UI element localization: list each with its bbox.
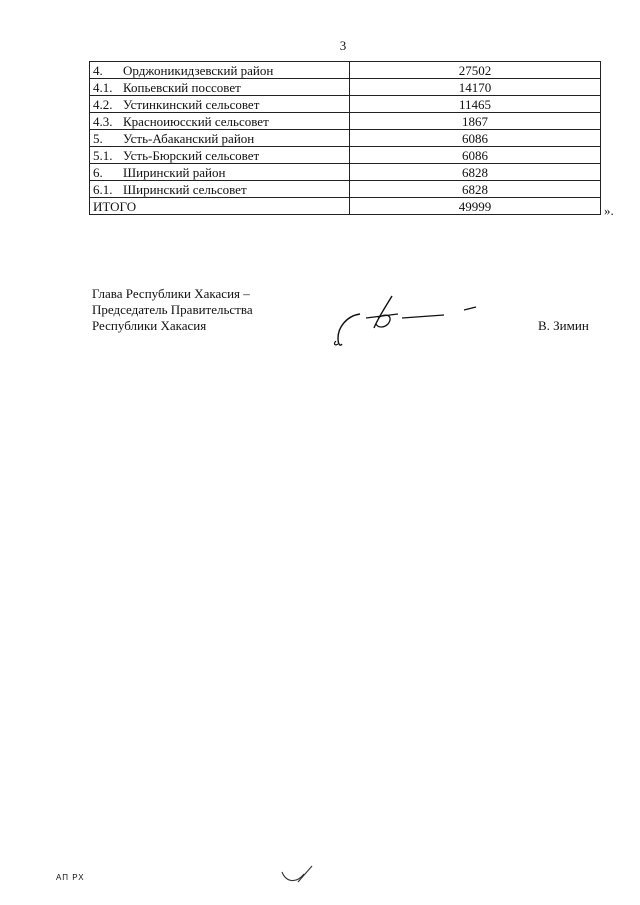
value-cell: 11465	[350, 96, 601, 113]
value-cell: 14170	[350, 79, 601, 96]
name-cell	[90, 113, 350, 130]
row-number: 4.	[93, 62, 103, 78]
value-cell: 6086	[350, 130, 601, 147]
page-number: 3	[339, 38, 347, 53]
name-cell	[90, 79, 350, 96]
name-cell	[90, 96, 350, 113]
name-cell	[90, 181, 350, 198]
name-cell	[90, 62, 350, 79]
row-name: Усть-Абаканский район	[123, 130, 255, 146]
handwritten-initials	[278, 860, 318, 888]
handwritten-signature	[328, 294, 488, 356]
row-number: 4.1.	[93, 79, 113, 95]
name-cell	[90, 147, 350, 164]
table-row	[90, 62, 601, 79]
row-name: Ширинский сельсовет	[123, 181, 247, 197]
value-cell: 1867	[350, 113, 601, 130]
total-row	[90, 198, 601, 215]
row-name: Усть-Бюрский сельсовет	[123, 147, 260, 163]
name-cell	[90, 130, 350, 147]
total-label: ИТОГО	[90, 198, 350, 215]
signatory-line-3: Республики Хакасия	[92, 318, 207, 333]
value-cell: 6086	[350, 147, 601, 164]
row-number: 6.	[93, 164, 103, 180]
value-cell: 6828	[350, 164, 601, 181]
value-cell: 6828	[350, 181, 601, 198]
row-number: 4.3.	[93, 113, 113, 129]
row-number: 6.1.	[93, 181, 113, 197]
value-cell: 27502	[350, 62, 601, 79]
table-row	[90, 79, 601, 96]
table-row	[90, 130, 601, 147]
total-value: 49999	[350, 198, 601, 215]
table-row	[90, 181, 601, 198]
row-number: 4.2.	[93, 96, 113, 112]
footer-code: АП РХ	[56, 873, 85, 882]
signatory-line-2: Председатель Правительства	[92, 302, 253, 317]
row-name: Орджоникидзевский район	[123, 62, 274, 78]
signatory-line-1: Глава Республики Хакасия –	[92, 286, 250, 301]
closing-quote: ».	[604, 203, 614, 218]
district-table	[89, 61, 601, 215]
table-row	[90, 113, 601, 130]
table-row	[90, 147, 601, 164]
row-name: Красноиюсский сельсовет	[123, 113, 269, 129]
signatory-block	[92, 286, 253, 334]
name-cell	[90, 164, 350, 181]
row-number: 5.1.	[93, 147, 113, 163]
table-row	[90, 96, 601, 113]
row-name: Копьевский поссовет	[123, 79, 241, 95]
row-number: 5.	[93, 130, 103, 146]
table-row	[90, 164, 601, 181]
row-name: Устинкинский сельсовет	[123, 96, 260, 112]
row-name: Ширинский район	[123, 164, 226, 180]
signer-name: В. Зимин	[538, 318, 589, 333]
